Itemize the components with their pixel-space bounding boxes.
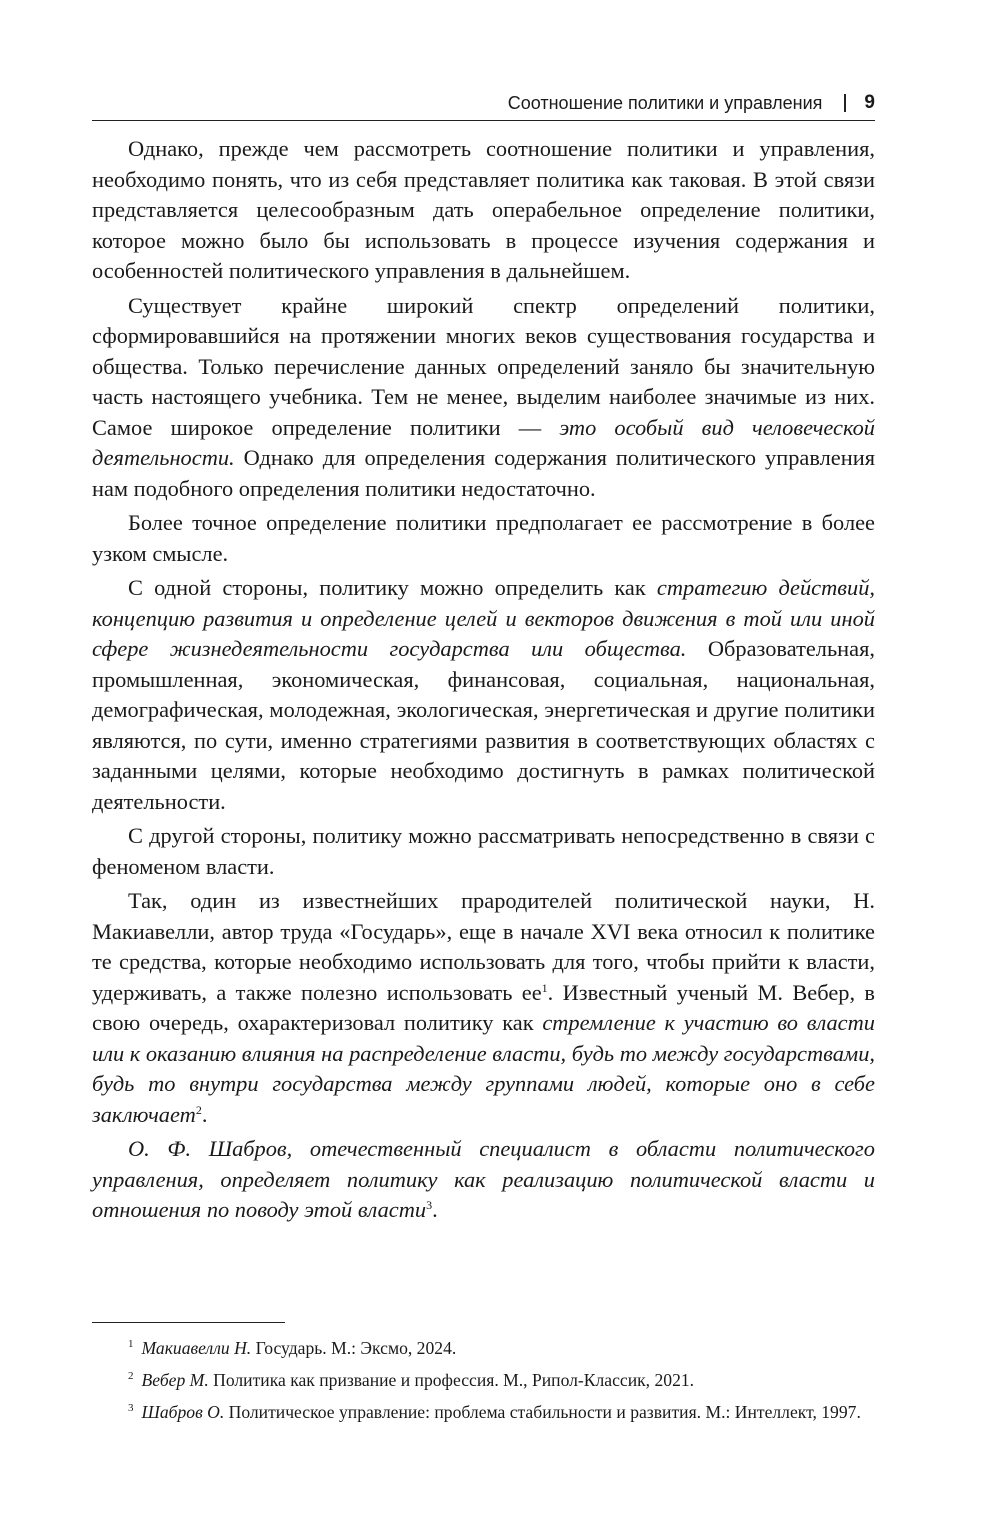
footnote-text: Политика как призвание и профессия. М., Рипол-Классик, 2021. <box>208 1370 695 1390</box>
footnotes <box>92 1336 875 1432</box>
footnote-reference: 2 <box>195 1102 202 1117</box>
footnote-author: Вебер М. <box>141 1370 209 1390</box>
body-text <box>92 134 875 1230</box>
footnote-mark: 1 <box>128 1338 134 1350</box>
paragraph-text: Существует крайне широкий спектр определений политики, сформировавшийся на протяжении многих веков существования государства и общества. Только перечисление данных определений заняло бы значительную часть настоящего учебника. Тем не менее, выделим наиболее значимые из них. Самое широкое определение политики — <box>92 292 875 440</box>
paragraph-text: . <box>432 1197 438 1222</box>
paragraph-text: Однако, прежде чем рассмотреть соотношение политики и управления, необходимо понять, что из себя представляет политика как таковая. В этой связи представляется целесообразным дать операбельное определение политики, которое можно было бы использовать в процессе изучения содержания и особенностей политического управления в дальнейшем. <box>92 136 875 283</box>
paragraph <box>92 291 875 505</box>
footnote-author: Макиавелли Н. <box>141 1338 252 1358</box>
paragraph <box>92 886 875 1130</box>
italic-definition: это особый вид человеческой деятельности. <box>92 414 875 470</box>
footnote-text: Государь. М.: Эксмо, 2024. <box>251 1338 457 1358</box>
italic-definition: О. Ф. Шабров, отечественный специалист в области политического управления, определяет политику как реализацию политической власти и отношения по поводу этой власти <box>92 1136 875 1222</box>
paragraph <box>92 134 875 287</box>
footnote <box>92 1368 875 1393</box>
footnote-reference: 1 <box>541 980 548 995</box>
paragraph-text: . Известный ученый М. Вебер, в свою очередь, охарактеризовал политику как <box>92 979 875 1035</box>
footnote-mark: 3 <box>128 1402 134 1414</box>
paragraph-text: Более точное определение политики предполагает ее рассмотрение в более узком смысле. <box>92 510 875 566</box>
header-title: Соотношение политики и управления <box>507 92 823 113</box>
paragraph-text: С одной стороны, политику можно определить как <box>128 575 657 600</box>
footnote-text: Политическое управление: проблема стабильности и развития. М.: Интеллект, 1997. <box>224 1402 861 1422</box>
paragraph-text: Так, один из известнейших прародителей политической науки, Н. Макиавелли, автор труда «Государь», еще в начале XVI века относил к политике те средства, которые необходимо использовать для того, чтобы прийти к власти, удерживать, а также полезно использовать ее <box>92 888 875 1005</box>
paragraph <box>92 508 875 569</box>
paragraph <box>92 573 875 817</box>
footnote <box>92 1336 875 1361</box>
paragraph-text: Однако для определения содержания политического управления нам подобного определения политики недостаточно. <box>92 445 875 501</box>
paragraph-text: . <box>201 1101 208 1127</box>
paragraph <box>92 1134 875 1226</box>
italic-definition: стремление к участию во власти или к оказанию влияния на распределение власти, будь то между государствами, будь то внутри государства между группами людей, которые оно в себе заключает <box>92 1010 875 1127</box>
footnote-author: Шабров О. <box>141 1402 225 1422</box>
footnote <box>92 1400 875 1425</box>
paragraph-text: С другой стороны, политику можно рассматривать непосредственно в связи с феноменом власти. <box>92 823 875 879</box>
running-header <box>92 86 875 121</box>
footnote-rule <box>92 1322 285 1323</box>
paragraph-text: Образовательная, промышленная, экономическая, финансовая, социальная, национальная, демографическая, молодежная, экологическая, энергетическая и другие политики являются, по сути, именно стратегиями развития в соответствующих областях с заданными целями, которые необходимо достигнуть в рамках политической деятельности. <box>92 636 875 814</box>
footnote-reference: 3 <box>426 1198 433 1212</box>
page-number: 9 <box>864 92 875 113</box>
footnote-mark: 2 <box>128 1370 134 1382</box>
paragraph <box>92 821 875 882</box>
header-separator <box>844 94 846 112</box>
italic-definition: стратегию действий, концепцию развития и определение целей и векторов движения в той или иной сфере жизнедеятельности государства или общества. <box>92 575 875 661</box>
